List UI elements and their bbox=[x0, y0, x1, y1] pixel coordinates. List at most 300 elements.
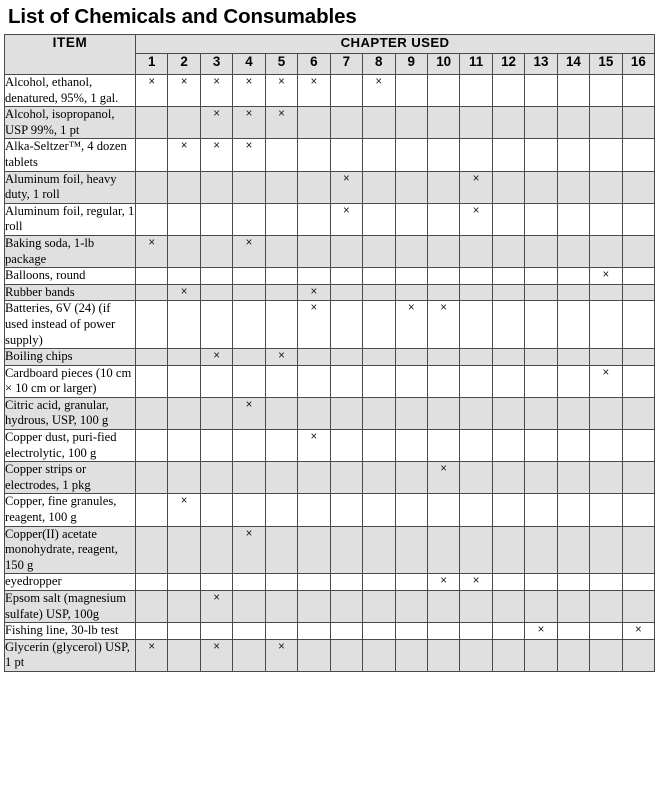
chapter-mark-cell-empty bbox=[136, 365, 168, 397]
chapter-mark-cell-empty bbox=[590, 639, 622, 671]
chapter-mark-cell-empty bbox=[265, 574, 297, 591]
table-row bbox=[5, 623, 655, 640]
chapter-mark-cell-empty bbox=[427, 75, 459, 107]
chapter-mark-cell-empty bbox=[525, 430, 557, 462]
chapter-mark-cell-checked bbox=[330, 171, 362, 203]
chapter-mark-cell-empty bbox=[557, 574, 589, 591]
chapter-mark-cell-empty bbox=[525, 591, 557, 623]
chapter-mark-cell-empty bbox=[200, 235, 232, 267]
chapter-mark-cell-empty bbox=[363, 574, 395, 591]
chapter-mark-cell-empty bbox=[525, 107, 557, 139]
chapter-mark-cell-empty bbox=[590, 430, 622, 462]
chapter-mark-cell-empty bbox=[492, 397, 524, 429]
chapter-mark-cell-empty bbox=[492, 268, 524, 285]
chapter-mark-cell-empty bbox=[233, 171, 265, 203]
chapter-mark-cell-empty bbox=[622, 639, 655, 671]
chapter-mark-cell-empty bbox=[136, 430, 168, 462]
chapter-mark-cell-empty bbox=[200, 268, 232, 285]
chapter-mark-cell-empty bbox=[233, 365, 265, 397]
chapter-mark-cell-empty bbox=[622, 591, 655, 623]
chapter-mark-cell-empty bbox=[427, 526, 459, 574]
chapter-mark-cell-empty bbox=[265, 301, 297, 349]
table-row bbox=[5, 203, 655, 235]
chapter-mark-cell-empty bbox=[492, 301, 524, 349]
chapter-mark-cell-empty bbox=[427, 139, 459, 171]
chapter-mark-cell-empty bbox=[525, 365, 557, 397]
chapter-mark-cell-empty bbox=[622, 284, 655, 301]
chapter-mark-cell-empty bbox=[427, 268, 459, 285]
chapter-mark-cell-empty bbox=[395, 623, 427, 640]
table-row bbox=[5, 75, 655, 107]
item-name-cell: Glycerin (glycerol) USP, 1 pt bbox=[5, 639, 136, 671]
chapter-mark-cell-empty bbox=[136, 107, 168, 139]
chapter-mark-cell-empty bbox=[200, 623, 232, 640]
chapter-mark-cell-empty bbox=[363, 591, 395, 623]
x-mark-icon: × bbox=[602, 366, 610, 379]
chapter-mark-cell-empty bbox=[492, 284, 524, 301]
chapter-mark-cell-checked bbox=[168, 494, 200, 526]
chapter-mark-cell-empty bbox=[427, 284, 459, 301]
chapter-mark-cell-empty bbox=[298, 235, 330, 267]
chapter-mark-cell-checked bbox=[200, 591, 232, 623]
chapter-mark-cell-empty bbox=[298, 623, 330, 640]
chapter-mark-cell-empty bbox=[427, 107, 459, 139]
chapter-mark-cell-empty bbox=[492, 639, 524, 671]
column-header-chapter-10: 10 bbox=[427, 54, 459, 75]
chapter-mark-cell-checked bbox=[427, 462, 459, 494]
chapter-mark-cell-empty bbox=[136, 462, 168, 494]
x-mark-icon: × bbox=[213, 76, 220, 88]
chapter-mark-cell-empty bbox=[460, 268, 492, 285]
chapter-mark-cell-empty bbox=[557, 268, 589, 285]
item-name-cell: Baking soda, 1-lb package bbox=[5, 235, 136, 267]
chapter-mark-cell-empty bbox=[460, 284, 492, 301]
chapter-mark-cell-empty bbox=[200, 430, 232, 462]
chapter-mark-cell-empty bbox=[168, 397, 200, 429]
chapter-mark-cell-empty bbox=[622, 75, 655, 107]
table-row bbox=[5, 139, 655, 171]
chapter-mark-cell-empty bbox=[590, 574, 622, 591]
chapter-mark-cell-empty bbox=[492, 75, 524, 107]
chapter-mark-cell-checked bbox=[233, 526, 265, 574]
item-name-cell: Boiling chips bbox=[5, 349, 136, 366]
chapter-mark-cell-empty bbox=[427, 349, 459, 366]
chapter-mark-cell-checked bbox=[460, 171, 492, 203]
item-name-cell: Rubber bands bbox=[5, 284, 136, 301]
chapter-mark-cell-empty bbox=[557, 623, 589, 640]
chapter-mark-cell-empty bbox=[460, 397, 492, 429]
chapter-mark-cell-empty bbox=[427, 203, 459, 235]
chapter-mark-cell-checked bbox=[233, 75, 265, 107]
chapter-mark-cell-checked bbox=[590, 365, 622, 397]
item-name-cell: Epsom salt (magnesium sulfate) USP, 100g bbox=[5, 591, 136, 623]
table-row bbox=[5, 397, 655, 429]
chapter-mark-cell-empty bbox=[363, 397, 395, 429]
chapter-mark-cell-empty bbox=[460, 462, 492, 494]
chapter-mark-cell-empty bbox=[168, 574, 200, 591]
chapter-mark-cell-empty bbox=[363, 526, 395, 574]
chapter-mark-cell-empty bbox=[557, 171, 589, 203]
chapter-mark-cell-empty bbox=[298, 365, 330, 397]
chapter-mark-cell-empty bbox=[233, 349, 265, 366]
chapter-mark-cell-empty bbox=[622, 107, 655, 139]
chapter-mark-cell-checked bbox=[622, 623, 655, 640]
chapter-mark-cell-empty bbox=[330, 623, 362, 640]
chapter-mark-cell-checked bbox=[298, 284, 330, 301]
chapter-mark-cell-empty bbox=[622, 462, 655, 494]
chapter-mark-cell-empty bbox=[168, 235, 200, 267]
chapter-mark-cell-empty bbox=[557, 284, 589, 301]
chapter-mark-cell-empty bbox=[460, 591, 492, 623]
chapter-mark-cell-empty bbox=[233, 639, 265, 671]
chapter-mark-cell-empty bbox=[557, 235, 589, 267]
chapter-mark-cell-empty bbox=[200, 301, 232, 349]
chapter-mark-cell-checked bbox=[200, 639, 232, 671]
chapter-mark-cell-empty bbox=[525, 526, 557, 574]
table-row bbox=[5, 235, 655, 267]
column-header-chapter-4: 4 bbox=[233, 54, 265, 75]
chapter-mark-cell-empty bbox=[460, 430, 492, 462]
chapter-mark-cell-empty bbox=[460, 365, 492, 397]
column-header-chapter-7: 7 bbox=[330, 54, 362, 75]
chapter-mark-cell-empty bbox=[330, 349, 362, 366]
chapter-mark-cell-empty bbox=[395, 171, 427, 203]
chapter-mark-cell-checked bbox=[298, 75, 330, 107]
column-header-chapter-3: 3 bbox=[200, 54, 232, 75]
chapter-mark-cell-empty bbox=[590, 623, 622, 640]
chapter-mark-cell-empty bbox=[298, 574, 330, 591]
chapter-mark-cell-empty bbox=[298, 107, 330, 139]
chapter-mark-cell-empty bbox=[330, 639, 362, 671]
chapter-mark-cell-empty bbox=[427, 623, 459, 640]
table-row bbox=[5, 430, 655, 462]
x-mark-icon: × bbox=[213, 640, 220, 653]
chapter-mark-cell-empty bbox=[525, 494, 557, 526]
column-header-chapter-used: CHAPTER USED bbox=[136, 35, 655, 54]
chapter-mark-cell-checked bbox=[330, 203, 362, 235]
chapter-mark-cell-empty bbox=[525, 268, 557, 285]
chapter-mark-cell-checked bbox=[233, 107, 265, 139]
chapter-mark-cell-empty bbox=[557, 139, 589, 171]
chapter-mark-cell-empty bbox=[298, 171, 330, 203]
chapter-mark-cell-empty bbox=[363, 349, 395, 366]
chapter-mark-cell-empty bbox=[427, 591, 459, 623]
chapter-mark-cell-empty bbox=[460, 235, 492, 267]
x-mark-icon: × bbox=[537, 624, 545, 637]
chapter-mark-cell-empty bbox=[363, 284, 395, 301]
chapter-mark-cell-empty bbox=[395, 139, 427, 171]
chapter-mark-cell-empty bbox=[622, 235, 655, 267]
chapter-mark-cell-empty bbox=[622, 494, 655, 526]
chapter-mark-cell-empty bbox=[265, 397, 297, 429]
chapter-mark-cell-empty bbox=[492, 235, 524, 267]
chapter-mark-cell-empty bbox=[492, 430, 524, 462]
chapter-mark-cell-empty bbox=[395, 268, 427, 285]
chapter-mark-cell-empty bbox=[298, 591, 330, 623]
item-name-cell: Batteries, 6V (24) (if used instead of power supply) bbox=[5, 301, 136, 349]
chapter-mark-cell-empty bbox=[330, 139, 362, 171]
chapter-mark-cell-empty bbox=[363, 494, 395, 526]
chapter-mark-cell-empty bbox=[590, 139, 622, 171]
chapter-mark-cell-empty bbox=[298, 139, 330, 171]
chapter-mark-cell-empty bbox=[298, 526, 330, 574]
chapter-mark-cell-empty bbox=[590, 526, 622, 574]
chapter-mark-cell-empty bbox=[525, 203, 557, 235]
column-header-chapter-2: 2 bbox=[168, 54, 200, 75]
chapter-mark-cell-checked bbox=[136, 75, 168, 107]
chapter-mark-cell-empty bbox=[168, 430, 200, 462]
x-mark-icon: × bbox=[407, 302, 415, 315]
chapter-mark-cell-empty bbox=[622, 574, 655, 591]
table-row bbox=[5, 494, 655, 526]
chapter-mark-cell-empty bbox=[265, 268, 297, 285]
table-body bbox=[5, 75, 655, 672]
x-mark-icon: × bbox=[310, 431, 318, 444]
x-mark-icon: × bbox=[375, 76, 383, 88]
chapter-mark-cell-empty bbox=[168, 107, 200, 139]
chapter-mark-cell-empty bbox=[168, 301, 200, 349]
chapter-mark-cell-empty bbox=[363, 268, 395, 285]
table-row bbox=[5, 639, 655, 671]
chapter-mark-cell-empty bbox=[363, 139, 395, 171]
chapter-mark-cell-checked bbox=[168, 139, 200, 171]
chapter-mark-cell-empty bbox=[492, 171, 524, 203]
x-mark-icon: × bbox=[440, 463, 448, 476]
chapter-mark-cell-empty bbox=[590, 235, 622, 267]
chapter-mark-cell-checked bbox=[363, 75, 395, 107]
chapter-mark-cell-empty bbox=[265, 591, 297, 623]
chapter-mark-cell-empty bbox=[525, 349, 557, 366]
chapter-mark-cell-empty bbox=[136, 349, 168, 366]
chapter-mark-cell-empty bbox=[460, 349, 492, 366]
chapter-mark-cell-empty bbox=[168, 623, 200, 640]
chapter-mark-cell-empty bbox=[298, 494, 330, 526]
chapter-mark-cell-empty bbox=[265, 494, 297, 526]
page-title: List of Chemicals and Consumables bbox=[8, 5, 357, 28]
chapter-mark-cell-empty bbox=[200, 284, 232, 301]
item-name-cell: Balloons, round bbox=[5, 268, 136, 285]
chapter-mark-cell-empty bbox=[427, 171, 459, 203]
chapter-mark-cell-empty bbox=[395, 397, 427, 429]
chapter-mark-cell-empty bbox=[265, 526, 297, 574]
chapter-mark-cell-empty bbox=[622, 268, 655, 285]
chapter-mark-cell-empty bbox=[492, 139, 524, 171]
chapter-mark-cell-empty bbox=[395, 75, 427, 107]
x-mark-icon: × bbox=[245, 140, 253, 153]
chapter-mark-cell-empty bbox=[557, 349, 589, 366]
chapter-mark-cell-empty bbox=[590, 397, 622, 429]
chapter-mark-cell-empty bbox=[200, 365, 232, 397]
chapter-mark-cell-empty bbox=[590, 75, 622, 107]
chapter-mark-cell-checked bbox=[136, 235, 168, 267]
chapter-mark-cell-empty bbox=[330, 235, 362, 267]
chapter-mark-cell-empty bbox=[427, 235, 459, 267]
chapter-mark-cell-empty bbox=[557, 365, 589, 397]
chapter-mark-cell-checked bbox=[200, 107, 232, 139]
chapter-mark-cell-checked bbox=[265, 639, 297, 671]
item-name-cell: Alka-Seltzer™, 4 dozen tablets bbox=[5, 139, 136, 171]
x-mark-icon: × bbox=[148, 236, 156, 249]
item-name-cell: Copper strips or electrodes, 1 pkg bbox=[5, 462, 136, 494]
chapter-mark-cell-empty bbox=[622, 203, 655, 235]
chapter-mark-cell-empty bbox=[330, 268, 362, 285]
table-row bbox=[5, 171, 655, 203]
chapter-mark-cell-empty bbox=[622, 139, 655, 171]
chapter-mark-cell-checked bbox=[136, 639, 168, 671]
x-mark-icon: × bbox=[472, 172, 480, 185]
item-name-cell: Citric acid, granular, hydrous, USP, 100 g bbox=[5, 397, 136, 429]
chapter-mark-cell-checked bbox=[460, 574, 492, 591]
chapter-mark-cell-empty bbox=[395, 430, 427, 462]
x-mark-icon: × bbox=[342, 204, 350, 217]
chapter-mark-cell-empty bbox=[298, 268, 330, 285]
chapter-mark-cell-empty bbox=[298, 349, 330, 366]
chapter-mark-cell-empty bbox=[200, 397, 232, 429]
chapter-mark-cell-empty bbox=[363, 301, 395, 349]
chapter-mark-cell-checked bbox=[233, 397, 265, 429]
chapter-mark-cell-checked bbox=[233, 139, 265, 171]
item-name-cell: Cardboard pieces (10 cm × 10 cm or larger) bbox=[5, 365, 136, 397]
chapter-mark-cell-empty bbox=[136, 171, 168, 203]
chapter-mark-cell-empty bbox=[492, 365, 524, 397]
chapter-mark-cell-empty bbox=[460, 107, 492, 139]
column-header-chapter-12: 12 bbox=[492, 54, 524, 75]
chapter-mark-cell-empty bbox=[427, 365, 459, 397]
chapter-mark-cell-empty bbox=[233, 430, 265, 462]
x-mark-icon: × bbox=[440, 302, 448, 315]
x-mark-icon: × bbox=[213, 140, 220, 153]
chapter-mark-cell-checked bbox=[525, 623, 557, 640]
chapter-mark-cell-empty bbox=[557, 526, 589, 574]
table-row bbox=[5, 526, 655, 574]
chapter-mark-cell-empty bbox=[525, 639, 557, 671]
table-head bbox=[5, 35, 655, 75]
chapter-mark-cell-empty bbox=[590, 171, 622, 203]
chapter-mark-cell-empty bbox=[298, 639, 330, 671]
chapter-mark-cell-empty bbox=[395, 639, 427, 671]
item-name-cell: eyedropper bbox=[5, 574, 136, 591]
chapter-mark-cell-empty bbox=[330, 397, 362, 429]
chapter-mark-cell-empty bbox=[525, 462, 557, 494]
chapter-mark-cell-empty bbox=[395, 349, 427, 366]
chapter-mark-cell-empty bbox=[460, 139, 492, 171]
chapter-mark-cell-empty bbox=[460, 526, 492, 574]
item-name-cell: Fishing line, 30-lb test bbox=[5, 623, 136, 640]
chapter-mark-cell-empty bbox=[492, 623, 524, 640]
chapter-mark-cell-empty bbox=[363, 462, 395, 494]
chapter-mark-cell-empty bbox=[492, 574, 524, 591]
chapter-mark-cell-checked bbox=[168, 284, 200, 301]
chapter-mark-cell-empty bbox=[525, 301, 557, 349]
column-header-chapter-6: 6 bbox=[298, 54, 330, 75]
chapter-mark-cell-empty bbox=[136, 203, 168, 235]
chapter-mark-cell-empty bbox=[168, 462, 200, 494]
x-mark-icon: × bbox=[213, 592, 220, 604]
chapter-mark-cell-checked bbox=[395, 301, 427, 349]
chapter-mark-cell-empty bbox=[492, 591, 524, 623]
chapter-mark-cell-empty bbox=[427, 430, 459, 462]
chapter-mark-cell-empty bbox=[265, 235, 297, 267]
x-mark-icon: × bbox=[278, 350, 285, 363]
chapter-mark-cell-empty bbox=[557, 639, 589, 671]
x-mark-icon: × bbox=[245, 398, 253, 411]
chapter-mark-cell-empty bbox=[330, 591, 362, 623]
chapter-mark-cell-empty bbox=[200, 203, 232, 235]
chapter-mark-cell-checked bbox=[427, 574, 459, 591]
chapter-mark-cell-checked bbox=[168, 75, 200, 107]
chapter-mark-cell-empty bbox=[363, 171, 395, 203]
x-mark-icon: × bbox=[310, 302, 318, 315]
chemicals-consumables-table bbox=[4, 34, 655, 672]
column-header-chapter-8: 8 bbox=[363, 54, 395, 75]
chapter-mark-cell-empty bbox=[168, 526, 200, 574]
chapter-mark-cell-empty bbox=[395, 462, 427, 494]
chapter-mark-cell-empty bbox=[330, 430, 362, 462]
chapter-mark-cell-empty bbox=[168, 591, 200, 623]
chapter-mark-cell-empty bbox=[363, 235, 395, 267]
chapter-mark-cell-empty bbox=[363, 623, 395, 640]
chapter-mark-cell-empty bbox=[557, 462, 589, 494]
chapter-mark-cell-empty bbox=[168, 171, 200, 203]
chapter-mark-cell-empty bbox=[460, 494, 492, 526]
chapter-mark-cell-empty bbox=[168, 268, 200, 285]
chapter-mark-cell-empty bbox=[395, 494, 427, 526]
x-mark-icon: × bbox=[213, 108, 220, 121]
chapter-mark-cell-empty bbox=[427, 494, 459, 526]
item-name-cell: Aluminum foil, regular, 1 roll bbox=[5, 203, 136, 235]
chapter-mark-cell-empty bbox=[363, 430, 395, 462]
chapter-mark-cell-empty bbox=[265, 139, 297, 171]
chapter-mark-cell-empty bbox=[330, 526, 362, 574]
chapter-mark-cell-empty bbox=[525, 284, 557, 301]
chapter-mark-cell-empty bbox=[395, 365, 427, 397]
chapter-mark-cell-empty bbox=[136, 397, 168, 429]
chapter-mark-cell-empty bbox=[557, 494, 589, 526]
x-mark-icon: × bbox=[440, 575, 448, 588]
x-mark-icon: × bbox=[634, 624, 642, 637]
chapter-mark-cell-empty bbox=[233, 268, 265, 285]
column-header-chapter-1: 1 bbox=[136, 54, 168, 75]
chapter-mark-cell-empty bbox=[492, 494, 524, 526]
chapter-mark-cell-empty bbox=[136, 494, 168, 526]
x-mark-icon: × bbox=[245, 76, 253, 88]
x-mark-icon: × bbox=[148, 76, 156, 88]
chapter-mark-cell-empty bbox=[590, 107, 622, 139]
x-mark-icon: × bbox=[245, 108, 253, 121]
chapter-mark-cell-empty bbox=[330, 301, 362, 349]
chapter-mark-cell-empty bbox=[557, 107, 589, 139]
chapter-mark-cell-empty bbox=[590, 494, 622, 526]
chapter-mark-cell-empty bbox=[298, 397, 330, 429]
table-row bbox=[5, 591, 655, 623]
chapter-mark-cell-empty bbox=[590, 349, 622, 366]
x-mark-icon: × bbox=[213, 350, 220, 363]
chapter-mark-cell-empty bbox=[590, 284, 622, 301]
chapter-mark-cell-empty bbox=[168, 349, 200, 366]
table-row bbox=[5, 574, 655, 591]
item-name-cell: Alcohol, isopropanol, USP 99%, 1 pt bbox=[5, 107, 136, 139]
chapter-mark-cell-empty bbox=[363, 639, 395, 671]
chapter-mark-cell-empty bbox=[590, 462, 622, 494]
chapter-mark-cell-checked bbox=[200, 349, 232, 366]
chapter-mark-cell-empty bbox=[233, 623, 265, 640]
chapter-mark-cell-empty bbox=[136, 268, 168, 285]
x-mark-icon: × bbox=[245, 236, 253, 249]
chapter-mark-cell-checked bbox=[200, 139, 232, 171]
x-mark-icon: × bbox=[342, 172, 350, 185]
x-mark-icon: × bbox=[245, 527, 253, 540]
chapter-mark-cell-empty bbox=[200, 526, 232, 574]
